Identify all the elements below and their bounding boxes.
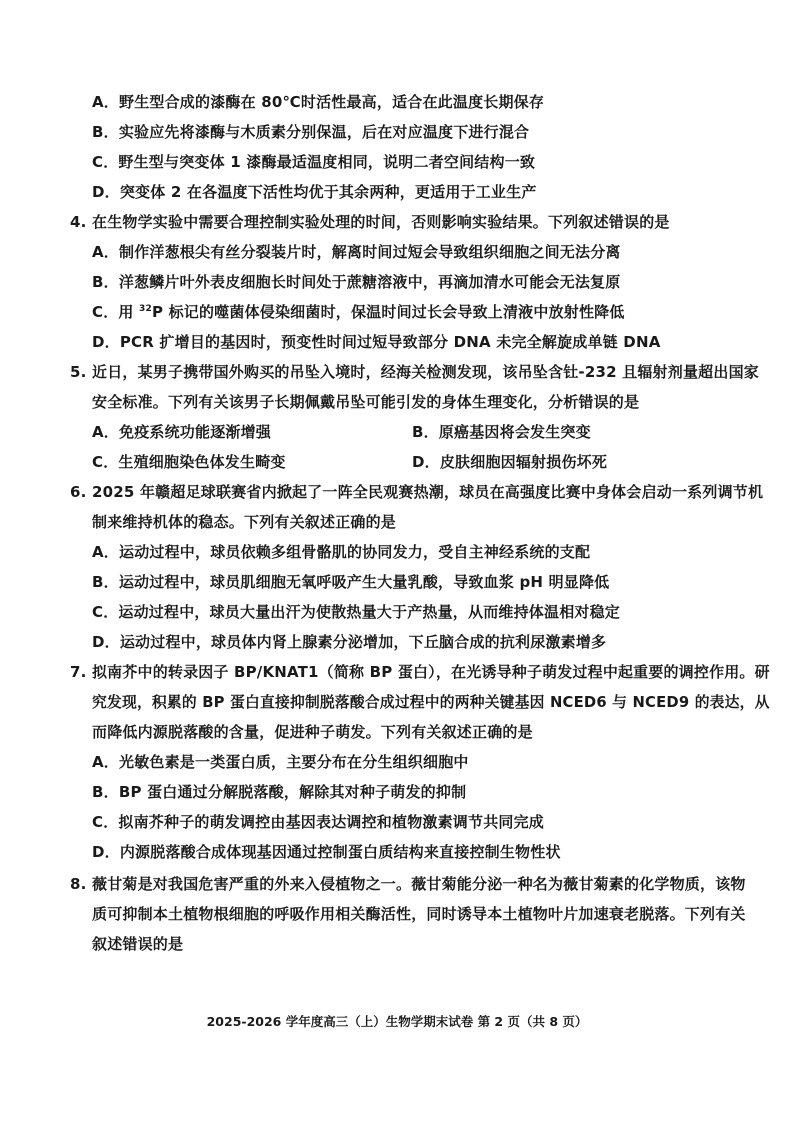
q4-option-a: A．制作洋葱根尖有丝分裂装片时，解离时间过短会导致组织细胞之间无法分离 — [92, 243, 621, 261]
q6-stem-line2: 制来维持机体的稳态。下列有关叙述正确的是 — [92, 513, 397, 531]
q5-number: 5. — [70, 363, 87, 381]
q3-option-a: A．野生型合成的漆酶在 80℃时活性最高，适合在此温度长期保存 — [92, 93, 545, 111]
q7-stem-line2: 究发现，积累的 BP 蛋白直接抑制脱落酸合成过程中的两种关键基因 NCED6 与 NCED9 的表达，从 — [92, 693, 770, 711]
q7-stem-line3: 而降低内源脱落酸的含量，促进种子萌发。下列有关叙述正确的是 — [92, 723, 533, 741]
q6-option-a: A．运动过程中，球员依赖多组骨骼肌的协同发力，受自主神经系统的支配 — [92, 543, 591, 561]
q8-number: 8. — [70, 875, 87, 893]
q6-number: 6. — [70, 483, 87, 501]
q4-option-c-superscript: 32 — [139, 304, 152, 314]
q3-option-d: D．突变体 2 在各温度下活性均优于其余两种，更适用于工业生产 — [92, 183, 537, 201]
q4-option-c-rest: P 标记的噬菌体侵染细菌时，保温时间过长会导致上清液中放射性降低 — [151, 303, 625, 321]
q3-option-b: B．实验应先将漆酶与木质素分别保温，后在对应温度下进行混合 — [92, 123, 530, 141]
q8-stem-line3: 叙述错误的是 — [92, 935, 184, 953]
q7-stem-line1: 拟南芥中的转录因子 BP/KNAT1（简称 BP 蛋白），在光诱导种子萌发过程中起重要的调控作用。研 — [92, 663, 770, 681]
q4-option-b: B．洋葱鳞片叶外表皮细胞长时间处于蔗糖溶液中，再滴加清水可能会无法复原 — [92, 273, 621, 291]
q5-option-c: C．生殖细胞染色体发生畸变 — [92, 453, 286, 471]
q8-stem-line2: 质可抑制本土植物根细胞的呼吸作用相关酶活性，同时诱导本土植物叶片加速衰老脱落。下列有关 — [92, 905, 746, 923]
q4-option-c-prefix: C．用 — [92, 303, 140, 321]
q5-option-a: A．免疫系统功能逐渐增强 — [92, 423, 272, 441]
q6-option-b: B．运动过程中，球员肌细胞无氧呼吸产生大量乳酸，导致血浆 pH 明显降低 — [92, 573, 610, 591]
q6-option-c: C．运动过程中，球员大量出汗为使散热量大于产热量，从而维持体温相对稳定 — [92, 603, 621, 621]
q5-option-d: D．皮肤细胞因辐射损伤坏死 — [412, 453, 608, 471]
q6-stem-line1: 2025 年赣超足球联赛省内掀起了一阵全民观赛热潮，球员在高强度比赛中身体会启动一系列调节机 — [92, 483, 764, 501]
q7-option-a: A．光敏色素是一类蛋白质，主要分布在分生组织细胞中 — [92, 753, 469, 771]
q7-option-d: D．内源脱落酸合成体现基因通过控制蛋白质结构来直接控制生物性状 — [92, 843, 561, 861]
q4-number: 4. — [70, 213, 87, 231]
q7-number: 7. — [70, 663, 87, 681]
q5-stem-line2: 安全标准。下列有关该男子长期佩戴吊坠可能引发的身体生理变化，分析错误的是 — [92, 393, 640, 411]
q5-option-b: B．原癌基因将会发生突变 — [412, 423, 591, 441]
q7-option-b: B．BP 蛋白通过分解脱落酸，解除其对种子萌发的抑制 — [92, 783, 467, 801]
q5-stem-line1: 近日，某男子携带国外购买的吊坠入境时，经海关检测发现，该吊坠含钍-232 且辐射剂量超出国家 — [92, 363, 759, 381]
q4-option-c — [92, 302, 625, 322]
q7-option-c: C．拟南芥种子的萌发调控由基因表达调控和植物激素调节共同完成 — [92, 813, 545, 831]
q4-stem: 在生物学实验中需要合理控制实验处理的时间，否则影响实验结果。下列叙述错误的是 — [92, 213, 670, 231]
q8-stem-line1: 薇甘菊是对我国危害严重的外来入侵植物之一。薇甘菊能分泌一种名为薇甘菊素的化学物质，该物 — [92, 875, 746, 893]
page-footer: 2025-2026 学年度高三（上）生物学期末试卷 第 2 页（共 8 页） — [206, 1014, 588, 1029]
q6-option-d: D．运动过程中，球员体内肾上腺素分泌增加，下丘脑合成的抗利尿激素增多 — [92, 633, 607, 651]
q3-option-c: C．野生型与突变体 1 漆酶最适温度相同，说明二者空间结构一致 — [92, 153, 536, 171]
q4-option-d: D．PCR 扩增目的基因时，预变性时间过短导致部分 DNA 未完全解旋成单链 DNA — [92, 333, 661, 351]
